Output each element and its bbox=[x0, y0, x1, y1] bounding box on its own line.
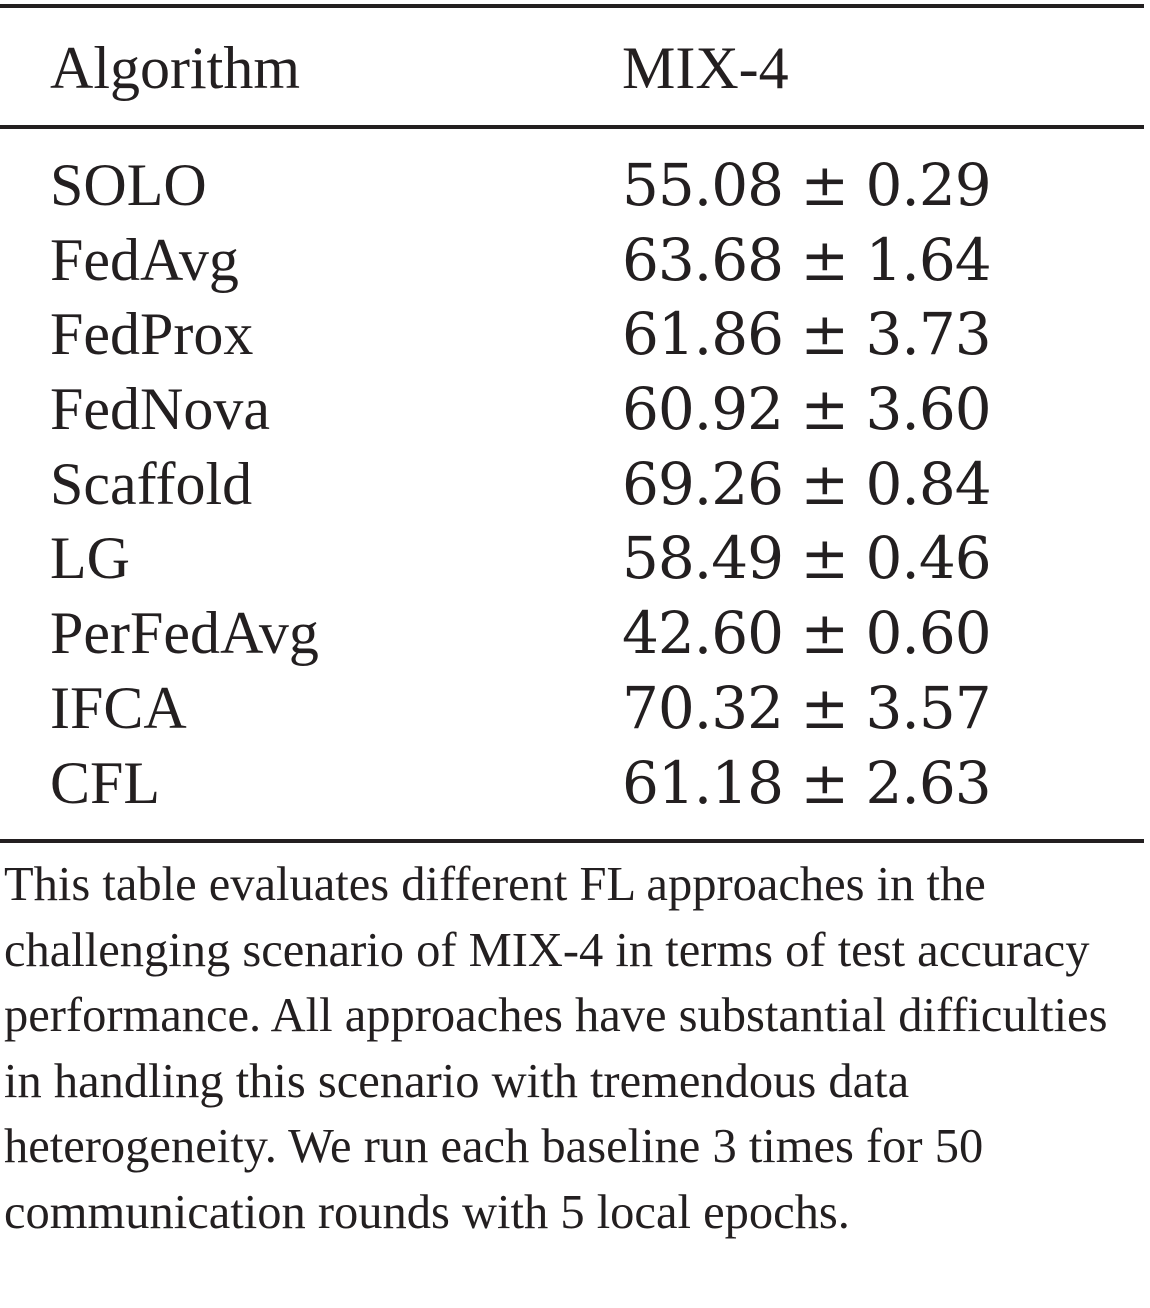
table-row bbox=[0, 372, 1144, 447]
header-mix4: MIX-4 bbox=[622, 35, 789, 101]
accuracy-cell: 69.26 ± 0.84 bbox=[622, 449, 991, 518]
table-caption: This table evaluates different FL approaches in the challenging scenario of MIX-4 in terms of test accuracy performance. All approaches have substantial difficulties in handling this scenario with tremendous data heterogeneity. We run each baseline 3 times for 50 communication rounds with 5 local epochs. bbox=[4, 858, 1108, 1239]
table-row bbox=[0, 521, 1144, 596]
algorithm-cell: CFL bbox=[50, 749, 161, 816]
algorithm-cell: FedAvg bbox=[50, 226, 239, 293]
accuracy-cell: 61.86 ± 3.73 bbox=[622, 300, 991, 369]
accuracy-cell: 55.08 ± 0.29 bbox=[622, 151, 991, 219]
accuracy-cell: 42.60 ± 0.60 bbox=[622, 599, 991, 668]
table-body bbox=[0, 148, 1144, 820]
table-row bbox=[0, 746, 1144, 821]
table-row bbox=[0, 596, 1144, 671]
header-algorithm: Algorithm bbox=[50, 35, 300, 101]
algorithm-cell: SOLO bbox=[50, 152, 207, 218]
table-row bbox=[0, 671, 1144, 746]
accuracy-cell: 61.18 ± 2.63 bbox=[622, 748, 991, 817]
algorithm-cell: FedNova bbox=[50, 376, 270, 443]
table-row bbox=[0, 223, 1144, 298]
algorithm-cell: FedProx bbox=[50, 301, 254, 368]
algorithm-cell: IFCA bbox=[50, 674, 187, 741]
table-bottom-rule bbox=[0, 839, 1144, 843]
table-header-row bbox=[0, 30, 1144, 110]
accuracy-cell: 70.32 ± 3.57 bbox=[622, 673, 991, 742]
algorithm-cell: LG bbox=[50, 525, 130, 592]
algorithm-cell: PerFedAvg bbox=[50, 600, 319, 667]
table-header-rule bbox=[0, 125, 1144, 129]
table-row bbox=[0, 148, 1144, 223]
accuracy-cell: 58.49 ± 0.46 bbox=[622, 524, 991, 593]
accuracy-cell: 60.92 ± 3.60 bbox=[622, 375, 991, 444]
accuracy-cell: 63.68 ± 1.64 bbox=[622, 225, 991, 294]
table-row bbox=[0, 447, 1144, 522]
algorithm-cell: Scaffold bbox=[50, 450, 253, 517]
table-row bbox=[0, 297, 1144, 372]
table-top-rule bbox=[0, 4, 1144, 8]
